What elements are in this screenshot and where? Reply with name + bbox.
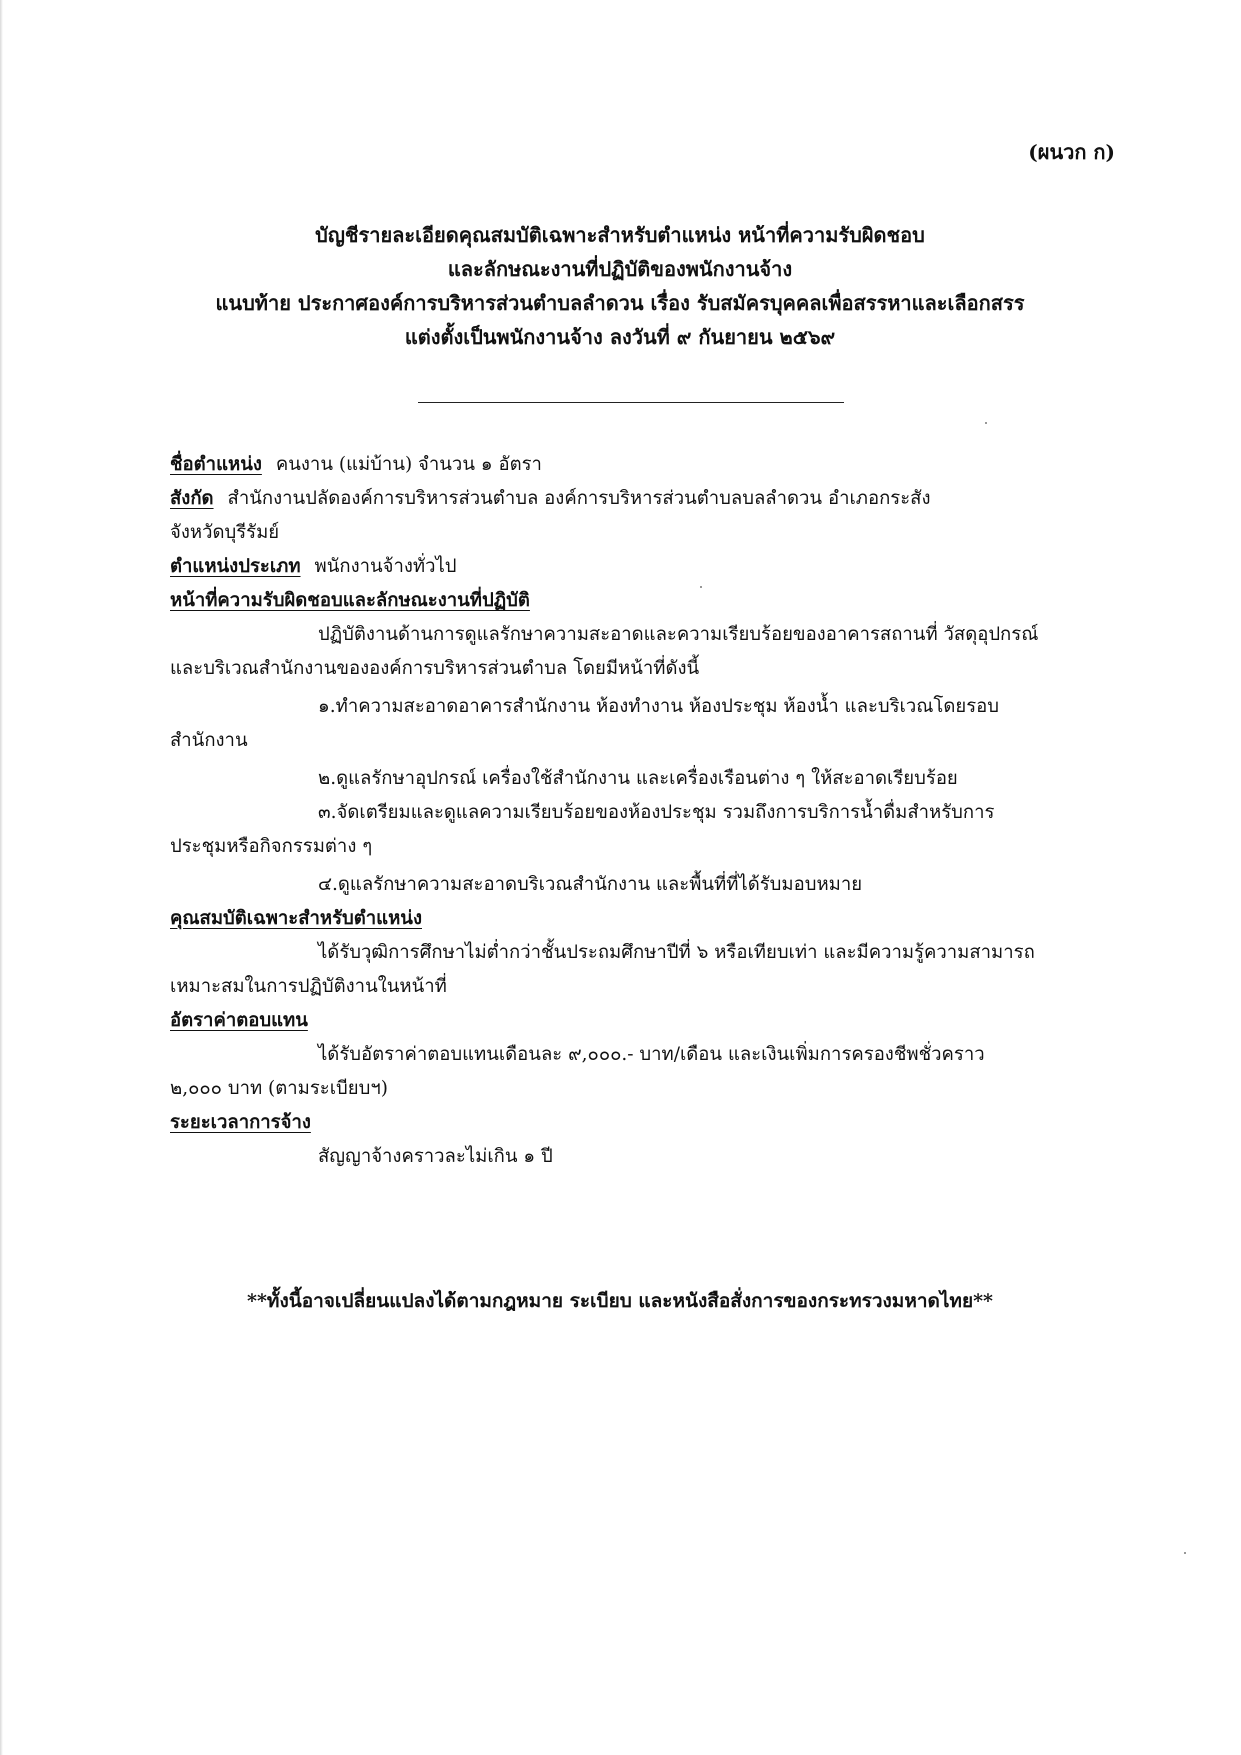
duties-heading-row — [170, 584, 1118, 618]
duties-intro-line-1: ปฏิบัติงานด้านการดูแลรักษาความสะอาดและความเรียบร้อยของอาคารสถานที่ วัสดุอุปกรณ์ — [318, 624, 1039, 645]
annex-label: (ผนวก ก) — [1028, 140, 1115, 164]
qualifications-line-2: เหมาะสมในการปฏิบัติงานในหน้าที่ — [170, 976, 447, 997]
footer-note: **ทั้งนี้อาจเปลี่ยนแปลงได้ตามกฎหมาย ระเบียบ และหนังสือสั่งการของกระทรวงมหาดไทย** — [247, 1290, 993, 1312]
qualifications-line-1: ได้รับวุฒิการศึกษาไม่ต่ำกว่าชั้นประถมศึกษาปีที่ ๖ หรือเทียบเท่า และมีความรู้ความสามารถ — [318, 942, 1035, 963]
duty-item-1: ๑.ทำความสะอาดอาคารสำนักงาน ห้องทำงาน ห้องประชุม ห้องน้ำ และบริเวณโดยรอบ — [318, 696, 1000, 717]
scan-speck — [1184, 1552, 1186, 1554]
duties-heading: หน้าที่ความรับผิดชอบและลักษณะงานที่ปฏิบัติ — [170, 590, 530, 611]
qualifications-heading-row — [170, 902, 1118, 936]
scan-speck — [700, 586, 702, 588]
position-type-row — [170, 550, 1118, 584]
employment-period-heading-row — [170, 1106, 1118, 1140]
header-line-1: บัญชีรายละเอียดคุณสมบัติเฉพาะสำหรับตำแหน่ง หน้าที่ความรับผิดชอบ — [315, 223, 925, 247]
compensation-heading-row — [170, 1004, 1118, 1038]
header-separator — [418, 402, 844, 403]
document-header — [120, 218, 1120, 354]
document-body — [170, 448, 1118, 1174]
duties-intro-line-2: และบริเวณสำนักงานขององค์การบริหารส่วนตำบล โดยมีหน้าที่ดังนี้ — [170, 658, 700, 679]
position-type-value: พนักงานจ้างทั่วไป — [314, 556, 457, 577]
affiliation-value: สำนักงานปลัดองค์การบริหารส่วนตำบล องค์การบริหารส่วนตำบลบลลำดวน อำเภอกระสัง — [227, 488, 931, 509]
duty-item-4: ๔.ดูแลรักษาความสะอาดบริเวณสำนักงาน และพื้นที่ที่ได้รับมอบหมาย — [318, 874, 863, 895]
duty-item-3: ๓.จัดเตรียมและดูแลความเรียบร้อยของห้องประชุม รวมถึงการบริการน้ำดื่มสำหรับการ — [318, 802, 995, 823]
duty-item-2: ๒.ดูแลรักษาอุปกรณ์ เครื่องใช้สำนักงาน และเครื่องเรือนต่าง ๆ ให้สะอาดเรียบร้อย — [318, 768, 958, 789]
compensation-line-1: ได้รับอัตราค่าตอบแทนเดือนละ ๙,๐๐๐.- บาท/เดือน และเงินเพิ่มการครองชีพชั่วคราว — [318, 1044, 985, 1065]
scan-edge — [0, 0, 3, 1755]
compensation-heading: อัตราค่าตอบแทน — [170, 1010, 308, 1031]
qualifications-heading: คุณสมบัติเฉพาะสำหรับตำแหน่ง — [170, 908, 422, 929]
position-value: คนงาน (แม่บ้าน) จำนวน ๑ อัตรา — [275, 454, 542, 475]
affiliation-continuation: จังหวัดบุรีรัมย์ — [170, 522, 280, 543]
duty-item-1-continuation: สำนักงาน — [170, 730, 248, 751]
scan-speck — [985, 422, 987, 424]
position-type-label: ตำแหน่งประเภท — [170, 556, 301, 577]
position-label: ชื่อตำแหน่ง — [170, 454, 262, 475]
affiliation-row — [170, 482, 1118, 516]
duty-item-3-continuation: ประชุมหรือกิจกรรมต่าง ๆ — [170, 836, 373, 857]
position-row — [170, 448, 1118, 482]
compensation-line-2: ๒,๐๐๐ บาท (ตามระเบียบฯ) — [170, 1078, 388, 1099]
header-line-3: แนบท้าย ประกาศองค์การบริหารส่วนตำบลลำดวน เรื่อง รับสมัครบุคคลเพื่อสรรหาและเลือกสรร — [215, 291, 1025, 315]
header-line-2: และลักษณะงานที่ปฏิบัติของพนักงานจ้าง — [447, 257, 793, 281]
employment-period-heading: ระยะเวลาการจ้าง — [170, 1112, 311, 1133]
employment-period-line-1: สัญญาจ้างคราวละไม่เกิน ๑ ปี — [318, 1146, 553, 1167]
header-line-4: แต่งตั้งเป็นพนักงานจ้าง ลงวันที่ ๙ กันยายน ๒๕๖๙ — [404, 325, 836, 349]
affiliation-label: สังกัด — [170, 488, 214, 509]
